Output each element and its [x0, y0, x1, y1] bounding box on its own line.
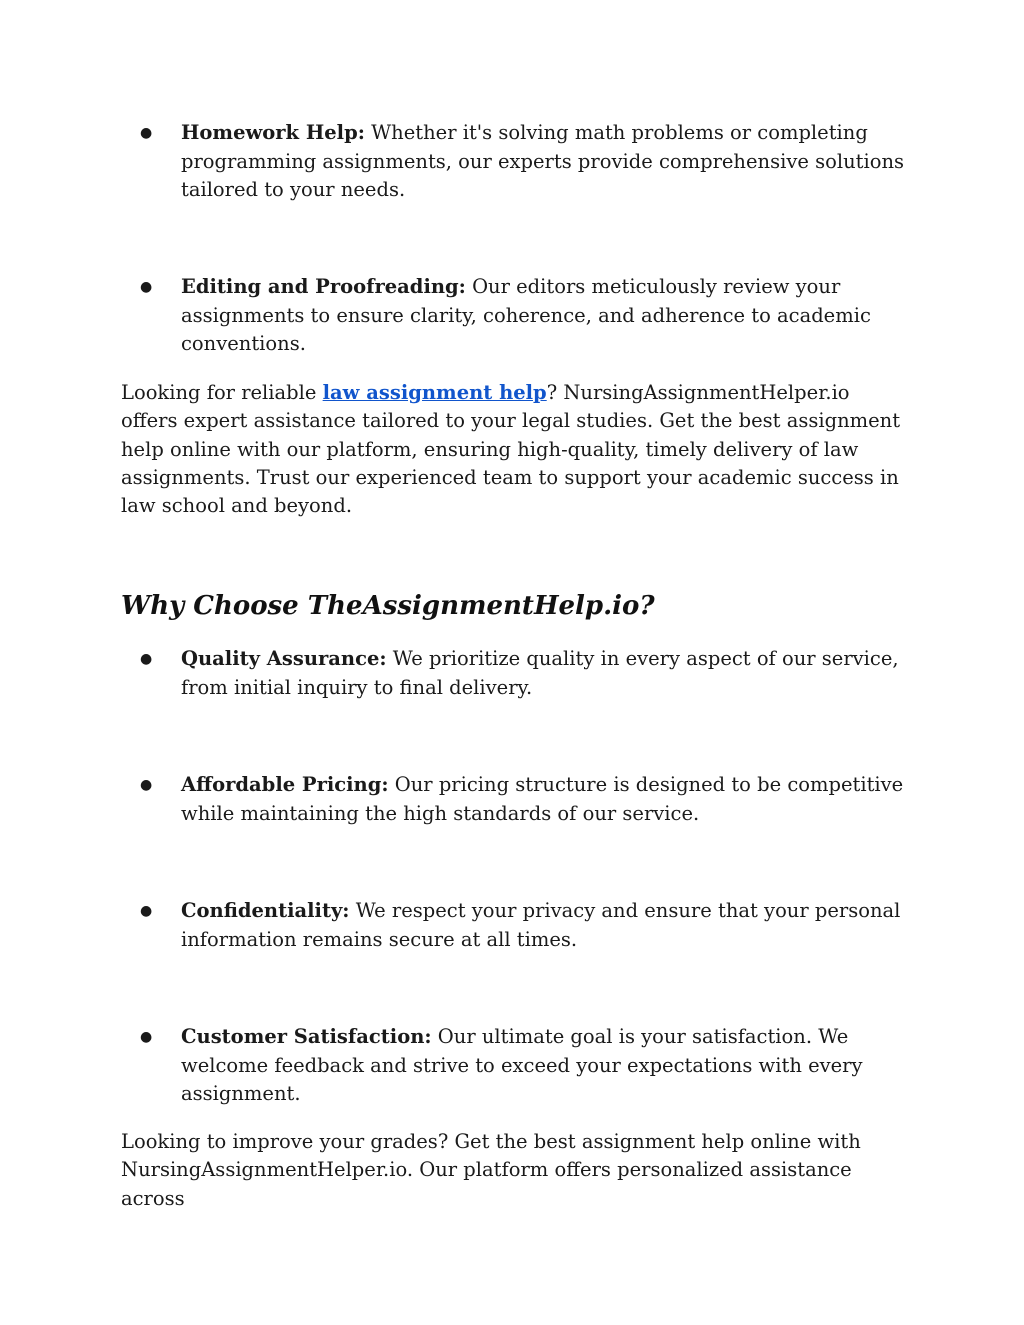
paragraph-law-assignment: [121, 379, 911, 520]
list-item-affordable-pricing: [140, 771, 910, 828]
list-item-term: Quality Assurance:: [181, 647, 387, 670]
bullet-icon: ●: [140, 1029, 153, 1045]
list-item-text: [181, 771, 906, 828]
list-item-description: Whether it's solving math problems or completing programming assignments, our experts provide comprehensive solutions tailored to your needs.: [181, 121, 905, 201]
bullet-icon: ●: [140, 903, 153, 919]
list-item-quality-assurance: [140, 645, 910, 702]
list-item-term: Affordable Pricing:: [181, 773, 389, 796]
paragraph-text-before-link: Looking for reliable: [121, 381, 323, 404]
list-item-description: Our pricing structure is designed to be competitive while maintaining the high standards of our service.: [181, 773, 904, 825]
bullet-icon: ●: [140, 651, 153, 667]
list-item-description: Our editors meticulously review your assignments to ensure clarity, coherence, and adherence to academic conventions.: [181, 275, 871, 355]
list-item-term: Editing and Proofreading:: [181, 275, 466, 298]
list-item-description: We prioritize quality in every aspect of our service, from initial inquiry to final delivery.: [181, 647, 899, 699]
bullet-icon: ●: [140, 279, 153, 295]
list-item-description: Our ultimate goal is your satisfaction. We welcome feedback and strive to exceed your expectations with every assignment.: [181, 1025, 863, 1105]
list-item-term: Confidentiality:: [181, 899, 350, 922]
bullet-icon: ●: [140, 125, 153, 141]
list-item-text: [181, 897, 906, 954]
section-heading: Why Choose TheAssignmentHelp.io?: [121, 591, 655, 621]
list-item-description: We respect your privacy and ensure that your personal information remains secure at all times.: [181, 899, 901, 951]
list-item-text: [181, 645, 906, 702]
law-assignment-help-link[interactable]: law assignment help: [322, 381, 547, 404]
list-item-customer-satisfaction: [140, 1023, 910, 1109]
paragraph-text-after-link: ? NursingAssignmentHelper.io offers expert assistance tailored to your legal studies. Get the best assignment help online with our platform, ensuring high-quality, timely delivery of law assignments. Trust our experienced team to support your academic success in law school and beyond.: [121, 381, 901, 518]
paragraph-improve-grades: Looking to improve your grades? Get the best assignment help online with NursingAssignmentHelper.io. Our platform offers personalized assistance across: [121, 1130, 861, 1210]
list-item-confidentiality: [140, 897, 910, 954]
list-item-editing-proofreading: [140, 273, 910, 359]
list-item-homework-help: [140, 119, 910, 205]
list-item-text: [181, 273, 906, 359]
list-item-text: [181, 119, 906, 205]
list-item-text: [181, 1023, 906, 1109]
list-item-term: Customer Satisfaction:: [181, 1025, 432, 1048]
list-item-term: Homework Help:: [181, 121, 365, 144]
bullet-icon: ●: [140, 777, 153, 793]
